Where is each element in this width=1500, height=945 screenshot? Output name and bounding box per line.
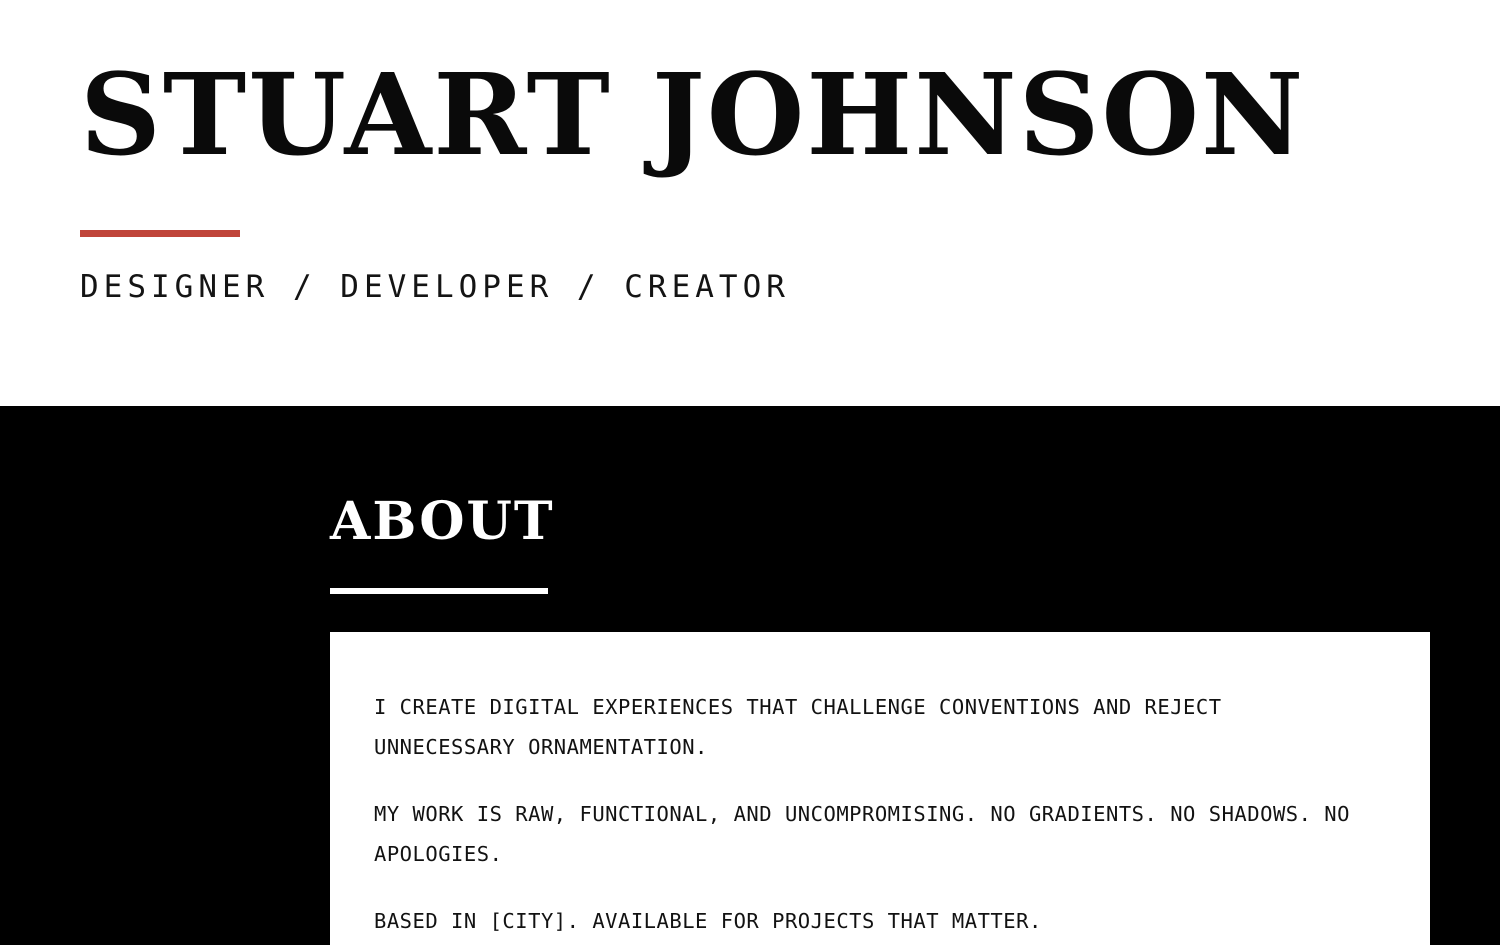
about-section [0, 406, 1500, 945]
hero-first-name: STUART [80, 50, 612, 181]
about-heading-divider [330, 588, 548, 594]
about-card [330, 632, 1430, 945]
hero-tagline: DESIGNER / DEVELOPER / CREATOR [80, 269, 790, 305]
about-inner [330, 491, 1430, 945]
about-paragraph: MY WORK IS RAW, FUNCTIONAL, AND UNCOMPROMISING. NO GRADIENTS. NO SHADOWS. NO APOLOGIES. [374, 801, 1350, 866]
page-title [80, 50, 1500, 181]
hero-last-name: JOHNSON [651, 50, 1306, 181]
about-paragraph: BASED IN [CITY]. AVAILABLE FOR PROJECTS THAT MATTER. [374, 908, 1042, 933]
about-heading: ABOUT [330, 491, 555, 552]
accent-divider [80, 230, 240, 237]
about-paragraph: I CREATE DIGITAL EXPERIENCES THAT CHALLENGE CONVENTIONS AND REJECT UNNECESSARY ORNAMENTATION. [374, 695, 1222, 759]
hero-section [0, 0, 1500, 406]
